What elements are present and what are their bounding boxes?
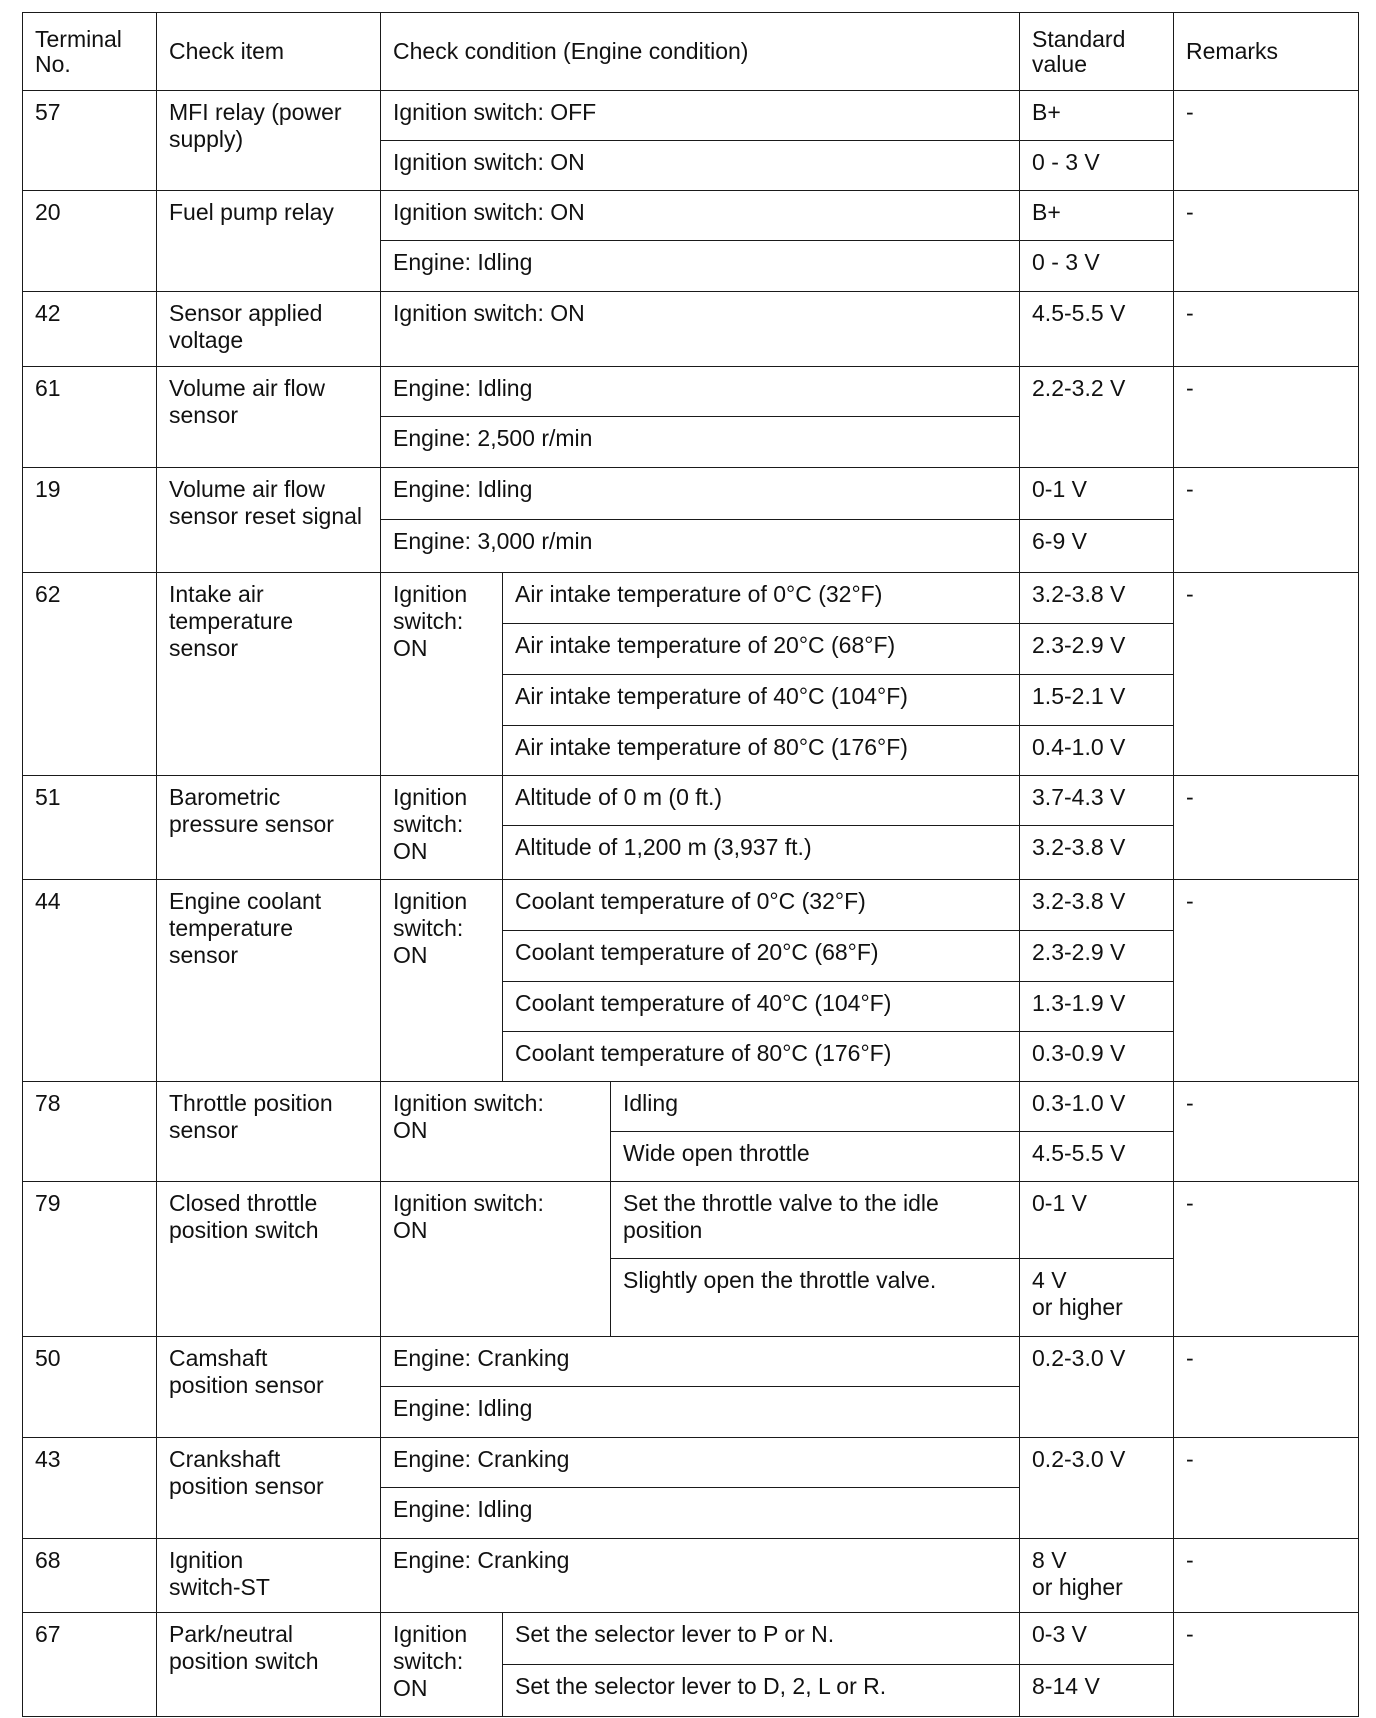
table-row — [23, 880, 1359, 931]
check-item: Barometric pressure sensor — [157, 776, 381, 880]
table-row — [23, 191, 1359, 241]
table-row — [23, 1539, 1359, 1613]
standard-value: B+ — [1020, 91, 1174, 141]
remarks: - — [1174, 573, 1359, 776]
terminal-number: 19 — [23, 468, 157, 573]
header-check-item: Check item — [157, 13, 381, 91]
table-row — [23, 367, 1359, 417]
standard-value: 0.3-0.9 V — [1020, 1032, 1174, 1082]
standard-value: 0.3-1.0 V — [1020, 1082, 1174, 1132]
remarks: - — [1174, 776, 1359, 880]
standard-value: 1.5-2.1 V — [1020, 675, 1174, 726]
standard-value: 6-9 V — [1020, 520, 1174, 573]
header-terminal: Terminal No. — [23, 13, 157, 91]
check-condition-ignition: Ignition switch: ON — [381, 880, 503, 1082]
terminal-number: 43 — [23, 1438, 157, 1539]
header-row — [23, 13, 1359, 91]
check-condition: Coolant temperature of 40°C (104°F) — [503, 982, 1020, 1032]
check-condition: Coolant temperature of 0°C (32°F) — [503, 880, 1020, 931]
standard-value: 1.3-1.9 V — [1020, 982, 1174, 1032]
check-item: Sensor applied voltage — [157, 292, 381, 367]
remarks: - — [1174, 1438, 1359, 1539]
remarks: - — [1174, 468, 1359, 573]
check-condition: Air intake temperature of 80°C (176°F) — [503, 726, 1020, 776]
table-row — [23, 292, 1359, 367]
standard-value: 0.4-1.0 V — [1020, 726, 1174, 776]
check-condition: Ignition switch: OFF — [381, 91, 1020, 141]
check-condition: Engine: Idling — [381, 1488, 1020, 1539]
remarks: - — [1174, 91, 1359, 191]
check-condition-ignition: Ignition switch: ON — [381, 1613, 503, 1717]
table-row — [23, 468, 1359, 520]
standard-value: 3.7-4.3 V — [1020, 776, 1174, 826]
terminal-number: 20 — [23, 191, 157, 292]
standard-value: 0-1 V — [1020, 468, 1174, 520]
check-item: Closed throttle position switch — [157, 1182, 381, 1337]
standard-value: 8-14 V — [1020, 1665, 1174, 1717]
check-condition: Set the throttle valve to the idle position — [611, 1182, 1020, 1259]
table-row — [23, 573, 1359, 624]
standard-value: 8 V or higher — [1020, 1539, 1174, 1613]
check-condition: Altitude of 1,200 m (3,937 ft.) — [503, 826, 1020, 880]
remarks: - — [1174, 1613, 1359, 1717]
check-item: Ignition switch-ST — [157, 1539, 381, 1613]
table-row — [23, 1082, 1359, 1132]
header-check-condition: Check condition (Engine condition) — [381, 13, 1020, 91]
terminal-number: 50 — [23, 1337, 157, 1438]
check-item: Crankshaft position sensor — [157, 1438, 381, 1539]
check-condition-ignition: Ignition switch: ON — [381, 1182, 611, 1337]
check-condition: Engine: Cranking — [381, 1337, 1020, 1387]
check-condition: Air intake temperature of 20°C (68°F) — [503, 624, 1020, 675]
terminal-number: 44 — [23, 880, 157, 1082]
check-condition: Engine: Idling — [381, 468, 1020, 520]
check-condition: Engine: 3,000 r/min — [381, 520, 1020, 573]
standard-value: 4 V or higher — [1020, 1259, 1174, 1337]
table-row — [23, 91, 1359, 141]
check-condition: Wide open throttle — [611, 1132, 1020, 1182]
table-row — [23, 1182, 1359, 1259]
check-condition: Ignition switch: ON — [381, 292, 1020, 367]
check-condition: Slightly open the throttle valve. — [611, 1259, 1020, 1337]
check-condition: Set the selector lever to P or N. — [503, 1613, 1020, 1665]
standard-value: 0-3 V — [1020, 1613, 1174, 1665]
terminal-number: 61 — [23, 367, 157, 468]
standard-value: B+ — [1020, 191, 1174, 241]
check-condition: Engine: 2,500 r/min — [381, 417, 1020, 468]
standard-value: 0.2-3.0 V — [1020, 1337, 1174, 1438]
standard-value: 0.2-3.0 V — [1020, 1438, 1174, 1539]
check-condition: Coolant temperature of 80°C (176°F) — [503, 1032, 1020, 1082]
check-condition: Engine: Idling — [381, 367, 1020, 417]
check-condition: Altitude of 0 m (0 ft.) — [503, 776, 1020, 826]
table-row — [23, 1438, 1359, 1488]
check-condition-ignition: Ignition switch: ON — [381, 1082, 611, 1182]
remarks: - — [1174, 292, 1359, 367]
check-condition-ignition: Ignition switch: ON — [381, 776, 503, 880]
standard-value: 2.3-2.9 V — [1020, 931, 1174, 982]
remarks: - — [1174, 1337, 1359, 1438]
terminal-number: 68 — [23, 1539, 157, 1613]
terminal-number: 79 — [23, 1182, 157, 1337]
check-condition: Ignition switch: ON — [381, 141, 1020, 191]
check-condition: Air intake temperature of 40°C (104°F) — [503, 675, 1020, 726]
terminal-check-table — [22, 12, 1359, 1717]
terminal-number: 51 — [23, 776, 157, 880]
table-row — [23, 1613, 1359, 1665]
check-item: Camshaft position sensor — [157, 1337, 381, 1438]
standard-value: 3.2-3.8 V — [1020, 573, 1174, 624]
terminal-number: 62 — [23, 573, 157, 776]
terminal-number: 42 — [23, 292, 157, 367]
standard-value: 4.5-5.5 V — [1020, 292, 1174, 367]
standard-value: 0 - 3 V — [1020, 241, 1174, 292]
check-condition: Engine: Idling — [381, 241, 1020, 292]
remarks: - — [1174, 191, 1359, 292]
check-condition: Set the selector lever to D, 2, L or R. — [503, 1665, 1020, 1717]
table-row — [23, 1337, 1359, 1387]
remarks: - — [1174, 1082, 1359, 1182]
standard-value: 0 - 3 V — [1020, 141, 1174, 191]
check-condition: Air intake temperature of 0°C (32°F) — [503, 573, 1020, 624]
check-condition-ignition: Ignition switch: ON — [381, 573, 503, 776]
header-standard-value: Standard value — [1020, 13, 1174, 91]
check-item: Volume air flow sensor reset signal — [157, 468, 381, 573]
check-item: Throttle position sensor — [157, 1082, 381, 1182]
check-item: Intake air temperature sensor — [157, 573, 381, 776]
terminal-number: 57 — [23, 91, 157, 191]
check-condition: Idling — [611, 1082, 1020, 1132]
check-item: Volume air flow sensor — [157, 367, 381, 468]
check-condition: Ignition switch: ON — [381, 191, 1020, 241]
check-condition: Engine: Idling — [381, 1387, 1020, 1438]
check-condition: Engine: Cranking — [381, 1438, 1020, 1488]
terminal-number: 67 — [23, 1613, 157, 1717]
remarks: - — [1174, 1182, 1359, 1337]
standard-value: 3.2-3.8 V — [1020, 826, 1174, 880]
standard-value: 3.2-3.8 V — [1020, 880, 1174, 931]
table-row — [23, 776, 1359, 826]
remarks: - — [1174, 880, 1359, 1082]
header-remarks: Remarks — [1174, 13, 1359, 91]
standard-value: 2.2-3.2 V — [1020, 367, 1174, 468]
standard-value: 2.3-2.9 V — [1020, 624, 1174, 675]
terminal-number: 78 — [23, 1082, 157, 1182]
standard-value: 0-1 V — [1020, 1182, 1174, 1259]
remarks: - — [1174, 1539, 1359, 1613]
check-item: Engine coolant temperature sensor — [157, 880, 381, 1082]
check-item: Fuel pump relay — [157, 191, 381, 292]
check-condition: Coolant temperature of 20°C (68°F) — [503, 931, 1020, 982]
check-item: Park/neutral position switch — [157, 1613, 381, 1717]
check-item: MFI relay (power supply) — [157, 91, 381, 191]
remarks: - — [1174, 367, 1359, 468]
check-condition: Engine: Cranking — [381, 1539, 1020, 1613]
standard-value: 4.5-5.5 V — [1020, 1132, 1174, 1182]
